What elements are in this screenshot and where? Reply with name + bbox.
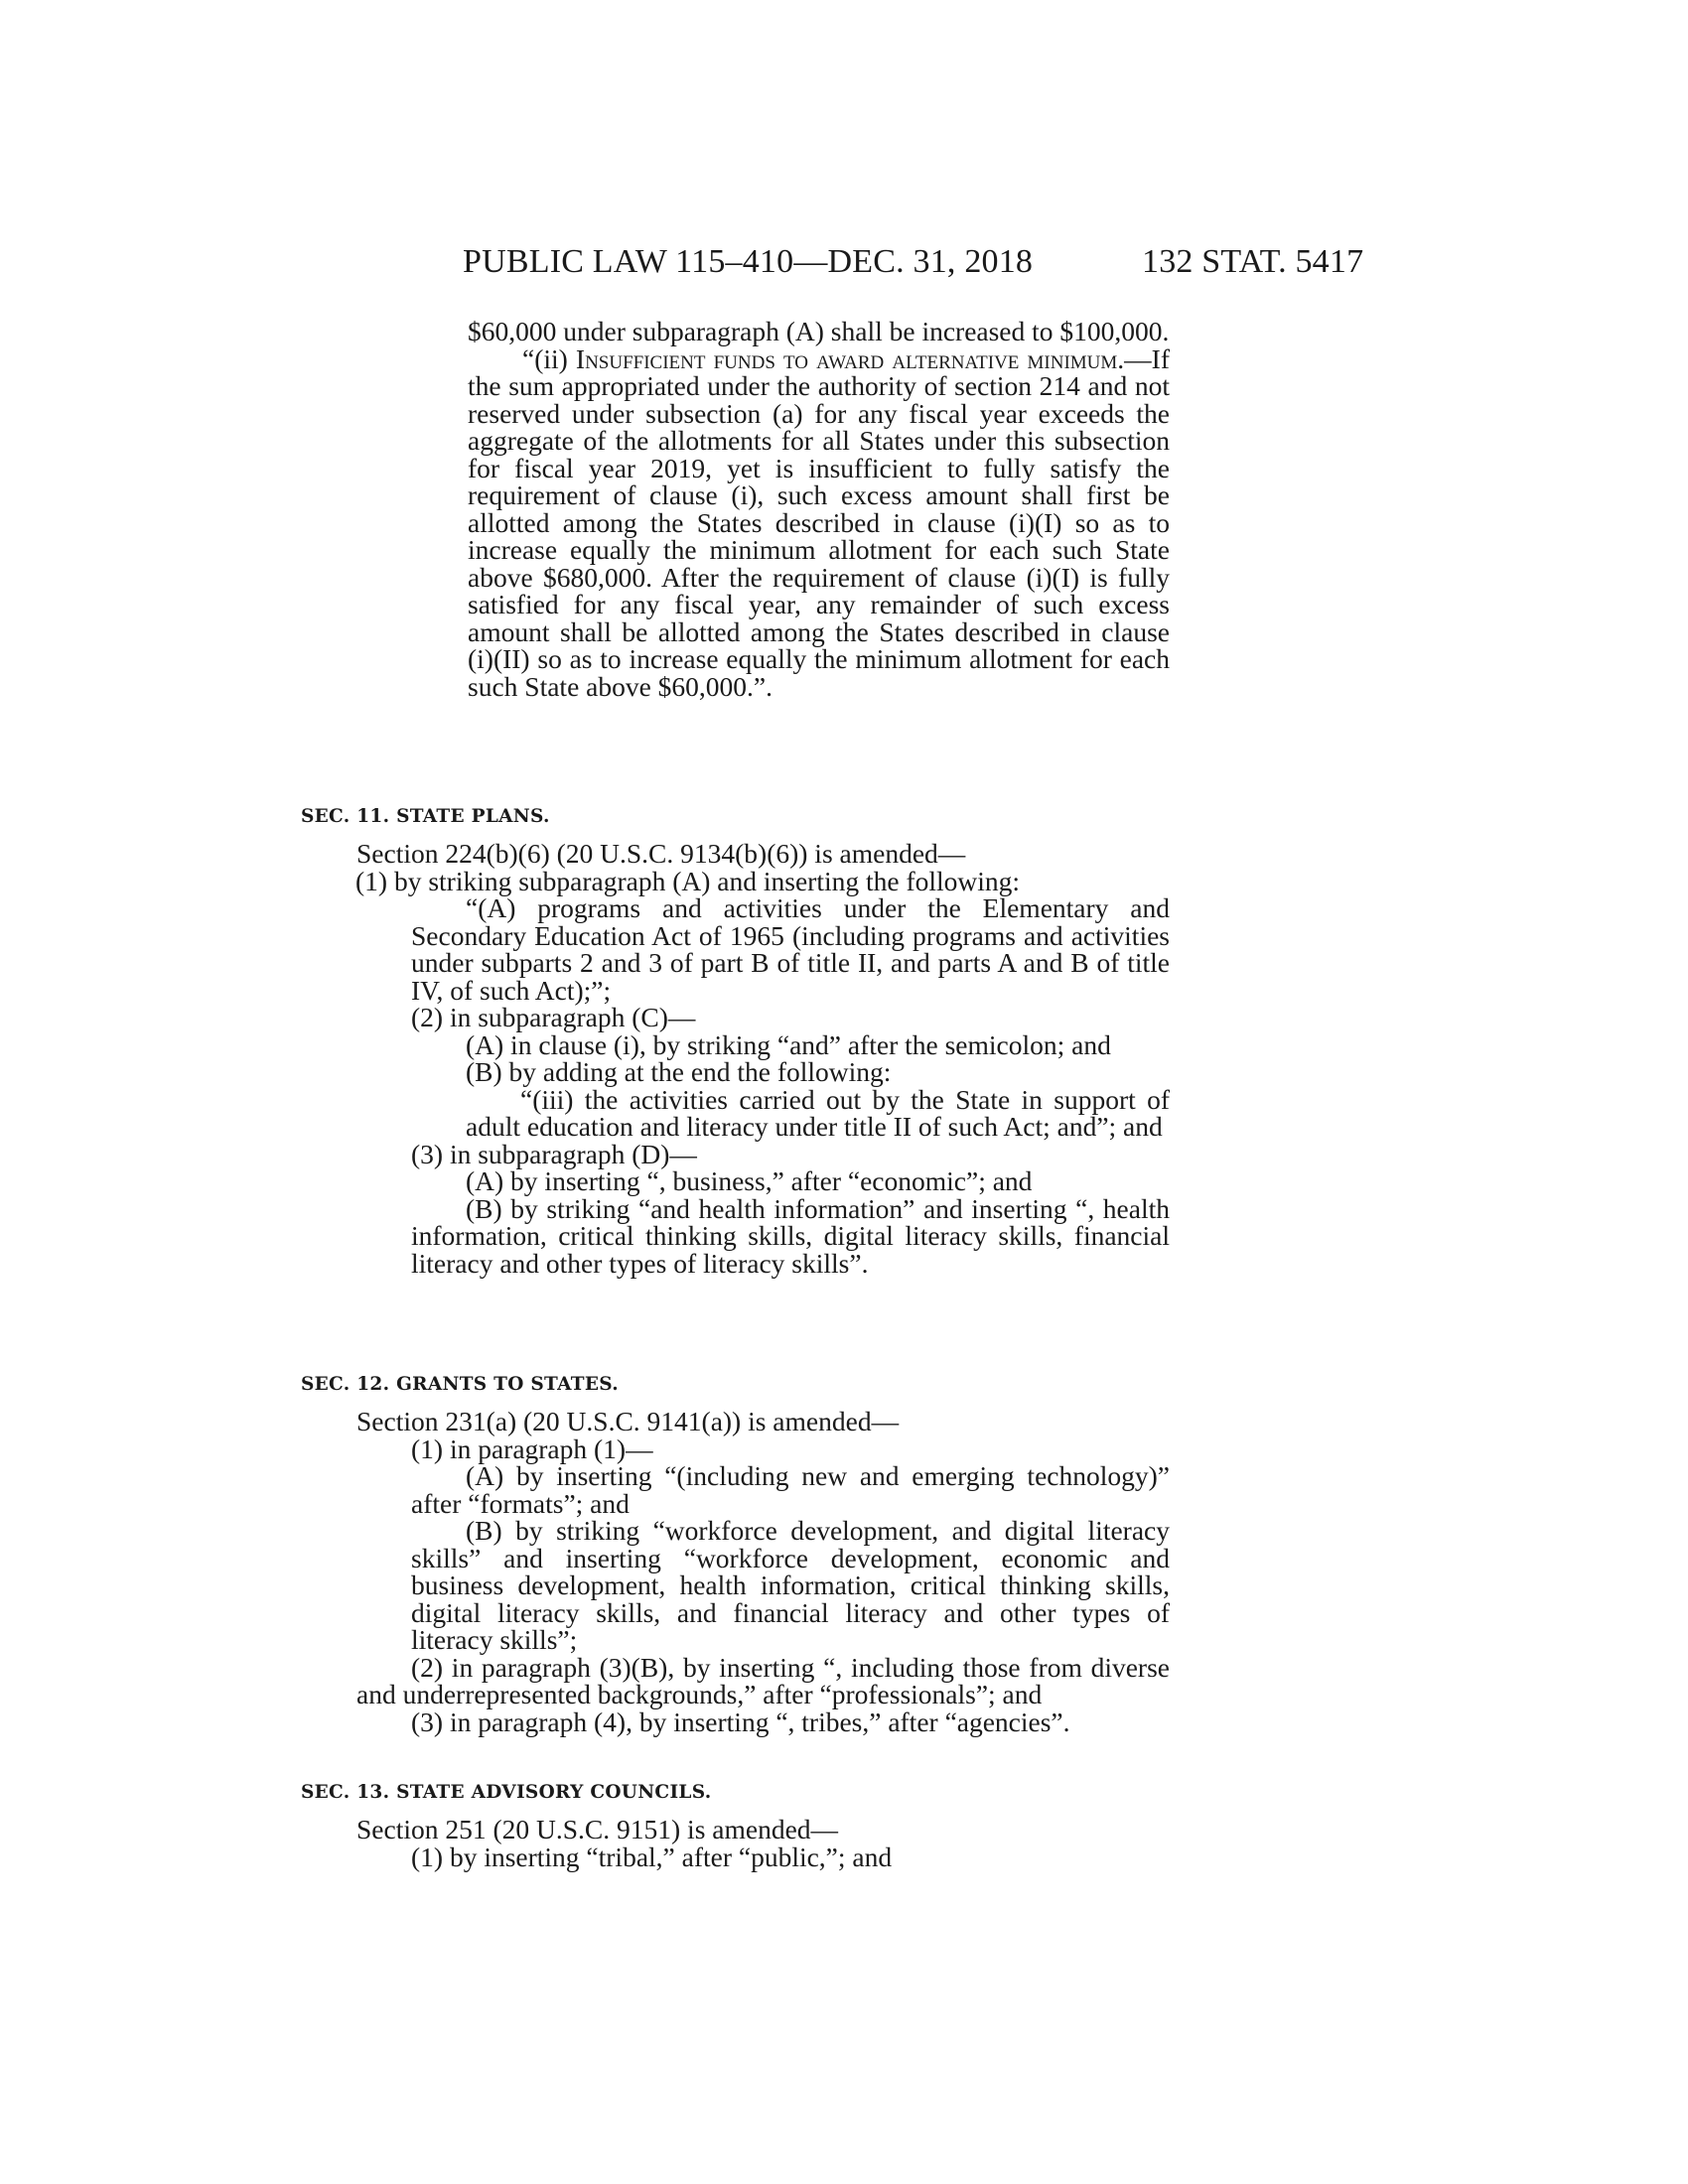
clause-ii-lead: “(ii) — [522, 342, 576, 374]
clause-ii — [468, 342, 1170, 702]
section-12-item-1b: (B) by striking “workforce development, and digital literacy skills” and inserting “workforce development, economic and business development, health information, critical thinking skills, digital literacy skills, and financial literacy and other types of literacy skills”; — [411, 1515, 1170, 1655]
section-11-item-3b: (B) by striking “and health information” and inserting “, health information, critical thinking skills, digital literacy skills, financial literacy and other types of literacy skills”. — [411, 1192, 1170, 1279]
section-12-item-1a: (A) by inserting “(including new and emerging technology)” after “formats”; and — [411, 1460, 1170, 1519]
section-11-quote-iii: “(iii) the activities carried out by the State in support of adult education and literacy under title II of such Act; and”; and — [466, 1083, 1170, 1142]
section-12-item-2: (2) in paragraph (3)(B), by inserting “, including those from diverse and underrepresented backgrounds,” after “professionals”; and — [356, 1651, 1170, 1709]
section-11-item-3a: (A) by inserting “, business,” after “economic”; and — [466, 1165, 1033, 1196]
section-13-body — [301, 1816, 1170, 1870]
paragraph: $60,000 under subparagraph (A) shall be increased to $100,000. — [468, 316, 1170, 346]
section-11-quote-a: “(A) programs and activities under the Elementary and Secondary Education Act of 1965 (including programs and activities under subparts 2 and 3 of part B of title II, and parts A and B of title IV, of such Act);”; — [411, 892, 1170, 1006]
section-11-body — [301, 840, 1170, 1277]
section-12-body — [301, 1408, 1170, 1735]
section-12-item-1: (1) in paragraph (1)— — [411, 1433, 653, 1464]
section-11-item-2b: (B) by adding at the end the following: — [466, 1056, 892, 1087]
section-11-item-2a: (A) in clause (i), by striking “and” after the semicolon; and — [466, 1028, 1111, 1060]
section-13-intro: Section 251 (20 U.S.C. 9151) is amended— — [356, 1814, 839, 1844]
section-12-heading: SEC. 12. GRANTS TO STATES. — [301, 1374, 619, 1395]
section-12-intro: Section 231(a) (20 U.S.C. 9141(a)) is amended— — [356, 1406, 900, 1436]
running-header-title: PUBLIC LAW 115–410—DEC. 31, 2018 — [463, 243, 1034, 280]
section-13-item-1: (1) by inserting “tribal,” after “public,”; and — [411, 1841, 893, 1872]
clause-ii-text: —If the sum appropriated under the authority of section 214 and not reserved under subsection (a) for any fiscal year exceeds the aggregate of the allotments for all States under this subsection for fiscal year 2019, yet is insufficient to fully satisfy the requirement of clause (i), such excess amount shall first be allotted among the States described in clause (i)(I) so as to increase equally the minimum allotment for each such State above $680,000. After the requirement of clause (i)(I) is fully satisfied for any fiscal year, any remainder of such excess amount shall be allotted among the States described in clause (i)(II) so as to increase equally the minimum allotment for each such State above $60,000.”. — [468, 342, 1170, 702]
section-11-intro: Section 224(b)(6) (20 U.S.C. 9134(b)(6)) is amended— — [356, 838, 966, 869]
clause-ii-caption: Insufficient funds to award alternative minimum. — [575, 342, 1125, 374]
section-11-item-3: (3) in subparagraph (D)— — [411, 1138, 697, 1169]
page-stat-number: 132 STAT. 5417 — [1142, 243, 1364, 280]
section-13-heading: SEC. 13. STATE ADVISORY COUNCILS. — [301, 1782, 712, 1803]
continuation-block — [468, 318, 1170, 700]
section-12-item-3: (3) in paragraph (4), by inserting “, tribes,” after “agencies”. — [411, 1706, 1070, 1737]
section-11-item-2: (2) in subparagraph (C)— — [411, 1002, 696, 1032]
section-11-heading: SEC. 11. STATE PLANS. — [301, 806, 550, 827]
section-11-item-1: (1) by striking subparagraph (A) and inserting the following: — [355, 865, 1021, 896]
